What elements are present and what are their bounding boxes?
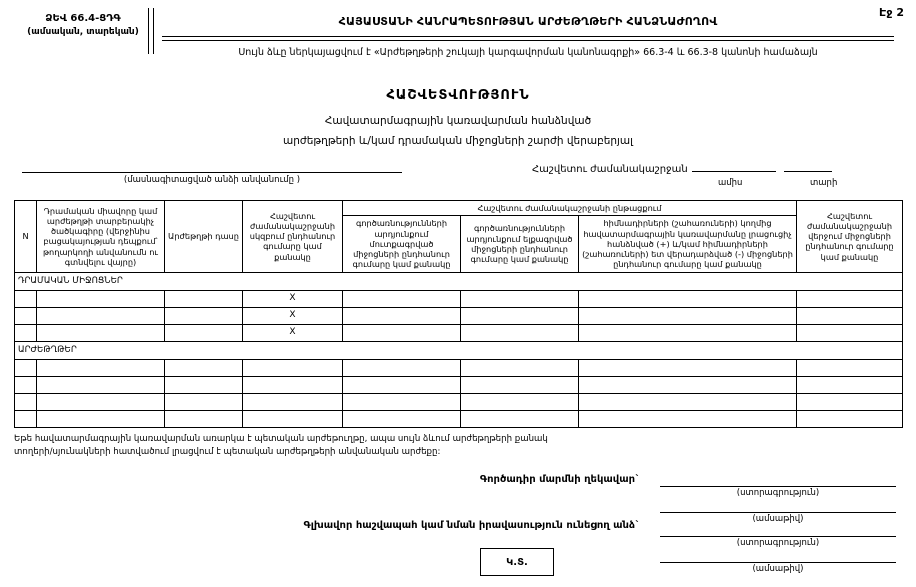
cell-security-class[interactable] bbox=[165, 290, 243, 307]
document-subtitle-line2: արժեթղթերի և/կամ դրամական միջոցների շարժի վերաբերյալ bbox=[282, 134, 633, 147]
th-period-group: Հաշվետու ժամանակաշրջանի ընթացքում bbox=[343, 201, 797, 216]
cell-security-class[interactable] bbox=[165, 307, 243, 324]
document-title: ՀԱՇՎԵՏՎՈՒԹՅՈՒՆ bbox=[386, 88, 530, 103]
cell-inflow[interactable] bbox=[343, 410, 461, 427]
form-code-line1: ՁԵՎ 66.4-ՑԴԳ bbox=[45, 13, 121, 24]
cell-inflow[interactable] bbox=[343, 307, 461, 324]
cell-instrument[interactable] bbox=[37, 290, 165, 307]
cell-n[interactable] bbox=[15, 410, 37, 427]
cell-end-balance[interactable] bbox=[797, 393, 903, 410]
cell-instrument[interactable] bbox=[37, 410, 165, 427]
header-right-block bbox=[154, 8, 894, 58]
cell-end-balance[interactable] bbox=[797, 290, 903, 307]
reporting-period-month-input[interactable] bbox=[692, 160, 776, 172]
cell-net-change[interactable] bbox=[579, 376, 797, 393]
cell-inflow[interactable] bbox=[343, 324, 461, 341]
th-security-class: Արժեթղթի դասը bbox=[165, 201, 243, 273]
cell-security-class[interactable] bbox=[165, 324, 243, 341]
footnote bbox=[14, 433, 902, 460]
cell-n[interactable] bbox=[15, 359, 37, 376]
cell-instrument[interactable] bbox=[37, 393, 165, 410]
cell-security-class[interactable] bbox=[165, 410, 243, 427]
cell-n[interactable] bbox=[15, 324, 37, 341]
cell-outflow[interactable] bbox=[461, 359, 579, 376]
cell-outflow[interactable] bbox=[461, 307, 579, 324]
cell-inflow[interactable] bbox=[343, 376, 461, 393]
reporting-period-label: Հաշվետու ժամանակաշրջան bbox=[532, 164, 688, 175]
cell-security-class[interactable] bbox=[165, 359, 243, 376]
signature-caption-executive-signature: (ստորագրություն) bbox=[736, 488, 820, 498]
document-subtitle bbox=[0, 112, 916, 152]
document-header bbox=[22, 8, 894, 58]
cell-outflow[interactable] bbox=[461, 290, 579, 307]
footnote-line2: տողերի/սյունակների հատվածում լրացվում է պետական արժեթղթերի անվանական արժեքը: bbox=[14, 447, 441, 458]
cell-start-balance[interactable] bbox=[243, 359, 343, 376]
section-title-securities: ԱՐԺԵԹՂԹԵՐ bbox=[15, 341, 903, 359]
cell-start-balance[interactable] bbox=[243, 410, 343, 427]
report-table bbox=[14, 200, 903, 428]
cell-n[interactable] bbox=[15, 393, 37, 410]
stamp-box bbox=[480, 548, 554, 576]
entity-name-field[interactable] bbox=[22, 160, 402, 185]
signature-caption-accountant-date: (ամսաթիվ) bbox=[752, 564, 804, 574]
section-title-cash: ԴՐԱՄԱԿԱՆ ՄԻՋՈՑՆԵՐ bbox=[15, 272, 903, 290]
table-body bbox=[15, 272, 903, 427]
cell-net-change[interactable] bbox=[579, 410, 797, 427]
cell-outflow[interactable] bbox=[461, 410, 579, 427]
cell-end-balance[interactable] bbox=[797, 324, 903, 341]
th-outflow: գործառնությունների արդյունքում ելքագրված միջոցների ընդհանուր գումարը կամ քանակը bbox=[461, 216, 579, 272]
signature-line-accountant[interactable] bbox=[660, 536, 896, 537]
table-row[interactable] bbox=[15, 410, 903, 427]
th-n: N bbox=[15, 201, 37, 273]
cell-net-change[interactable] bbox=[579, 324, 797, 341]
reporting-period-field bbox=[532, 160, 894, 188]
organization-title: ՀԱՅԱՍՏԱՆԻ ՀԱՆՐԱՊԵՏՈՒԹՅԱՆ ԱՐԺԵԹՂԹԵՐԻ ՀԱՆՁՆԱԺՈՂՈՎ bbox=[338, 15, 718, 28]
signature-label-accountant: Գլխավոր հաշվապահ կամ նման իրավասություն ունեցող անձ` bbox=[303, 520, 640, 531]
table-section-header bbox=[15, 272, 903, 290]
th-inflow: գործառնությունների արդյունքում մուտքագրված միջոցների ընդհանուր գումարը կամ քանակը bbox=[343, 216, 461, 272]
reporting-period-captions bbox=[532, 175, 894, 188]
th-net-change: հիմնադիրների (շահառուների) կողմից հավատարմագրային կառավարմանը լրացուցիչ հանձնված (+) և/կամ հիմնադիրների (շահառուների) ետ վերադարձված (-) միջոցների ընդհանուր գումարը կամ քանակը bbox=[579, 216, 797, 272]
signature-date-line-accountant[interactable] bbox=[660, 562, 896, 563]
signature-date-line-executive[interactable] bbox=[660, 512, 896, 513]
form-code-block bbox=[22, 8, 144, 58]
cell-end-balance[interactable] bbox=[797, 307, 903, 324]
cell-start-balance[interactable]: X bbox=[243, 324, 343, 341]
reporting-period-year-input[interactable] bbox=[784, 160, 832, 172]
cell-net-change[interactable] bbox=[579, 307, 797, 324]
cell-net-change[interactable] bbox=[579, 393, 797, 410]
cell-n[interactable] bbox=[15, 290, 37, 307]
cell-outflow[interactable] bbox=[461, 393, 579, 410]
table-row[interactable] bbox=[15, 290, 903, 307]
cell-net-change[interactable] bbox=[579, 359, 797, 376]
cell-security-class[interactable] bbox=[165, 376, 243, 393]
signature-label-executive: Գործադիր մարմնի ղեկավար` bbox=[479, 474, 640, 485]
cell-instrument[interactable] bbox=[37, 376, 165, 393]
cell-outflow[interactable] bbox=[461, 376, 579, 393]
signature-caption-executive-date: (ամսաթիվ) bbox=[752, 514, 804, 524]
cell-net-change[interactable] bbox=[579, 290, 797, 307]
cell-end-balance[interactable] bbox=[797, 376, 903, 393]
page-number: Էջ 2 bbox=[879, 6, 904, 19]
table-section-header bbox=[15, 341, 903, 359]
table-row[interactable] bbox=[15, 393, 903, 410]
cell-start-balance[interactable]: X bbox=[243, 290, 343, 307]
document-subtitle-line1: Հավատարմագրային կառավարման հանձնված bbox=[324, 115, 592, 127]
form-code-line2: (ամսական, տարեկան) bbox=[27, 26, 139, 37]
cell-instrument[interactable] bbox=[37, 324, 165, 341]
cell-end-balance[interactable] bbox=[797, 410, 903, 427]
cell-n[interactable] bbox=[15, 376, 37, 393]
signature-caption-accountant-signature: (ստորագրություն) bbox=[736, 538, 820, 548]
period-month-caption: ամիս bbox=[718, 178, 743, 188]
table-row[interactable] bbox=[15, 307, 903, 324]
cell-security-class[interactable] bbox=[165, 393, 243, 410]
signature-line-executive[interactable] bbox=[660, 486, 896, 487]
period-year-caption: տարի bbox=[810, 178, 838, 188]
legal-note: Սույն ձևը ներկայացվում է «Արժեթղթերի շուկայի կարգավորման կանոնագրքի» 66.3-4 և 66.3-8 կանոնի համաձայն bbox=[238, 47, 818, 58]
cell-end-balance[interactable] bbox=[797, 359, 903, 376]
table-row[interactable] bbox=[15, 324, 903, 341]
th-end-balance: Հաշվետու ժամանակաշրջանի վերջում միջոցների ընդհանուր գումարը կամ քանակը bbox=[797, 201, 903, 273]
th-instrument: Դրամական միավորը կամ արժեթղթի տարբերակիչ ծածկագիրը (վերջինիս բացակայության դեպքում՝ թողարկողի անվանումն ու գտնվելու վայրը) bbox=[37, 201, 165, 273]
th-start-balance: Հաշվետու ժամանակաշրջանի սկզբում ընդհանուր գումարը կամ քանակը bbox=[243, 201, 343, 273]
entity-name-line[interactable] bbox=[22, 160, 402, 173]
table-row[interactable] bbox=[15, 376, 903, 393]
cell-start-balance[interactable]: X bbox=[243, 307, 343, 324]
cell-instrument[interactable] bbox=[37, 307, 165, 324]
cell-start-balance[interactable] bbox=[243, 376, 343, 393]
cell-inflow[interactable] bbox=[343, 393, 461, 410]
stamp-label: Կ.Տ. bbox=[506, 556, 528, 568]
table-header-row-1 bbox=[15, 201, 903, 216]
cell-inflow[interactable] bbox=[343, 359, 461, 376]
cell-outflow[interactable] bbox=[461, 324, 579, 341]
entity-name-caption: (մասնագիտացված անձի անվանումը ) bbox=[123, 175, 301, 185]
cell-n[interactable] bbox=[15, 307, 37, 324]
cell-instrument[interactable] bbox=[37, 359, 165, 376]
footnote-line1: Եթե հավատարմագրային կառավարման առարկա է պետական արժեթուղթը, ապա սույն ձևում արժեթղթերի քանակ bbox=[14, 434, 548, 444]
cell-start-balance[interactable] bbox=[243, 393, 343, 410]
table-row[interactable] bbox=[15, 359, 903, 376]
cell-inflow[interactable] bbox=[343, 290, 461, 307]
